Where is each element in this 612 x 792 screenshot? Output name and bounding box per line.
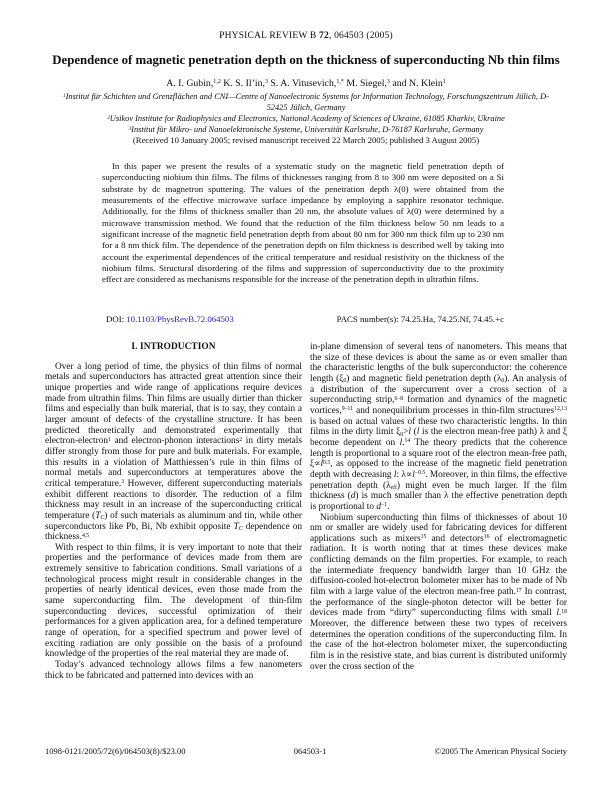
paragraph: With respect to thin films, it is very important to note that their properties and the performance of devices made from them are extremely sensitive to fabrication conditions. Small variations of a technological process might result in considerable changes in the properties of nearly identical devices, even those made from the same superconducting film. The development of thin-film superconducting devices, successful optimization of their performances for a given application area, for a defined temperature range of operation, for a specified spectrum and power level of exciting radiation are only possible on the basis of a profound knowledge of the properties of the real material they are made of. <box>45 542 302 660</box>
journal-header: PHYSICAL REVIEW B 72, 064503 (2005) <box>219 31 393 41</box>
affiliations-block <box>56 91 556 135</box>
left-column <box>45 342 302 681</box>
footer-issn-code: 1098-0121/2005/72(6)/064503(8)/$23.00 <box>45 746 186 756</box>
doi-pacs-row <box>106 314 504 324</box>
paragraph: Over a long period of time, the physics of thin films of normal metals and superconductors has attracted great attention since their unique properties and wide range of applications require devices made from ultrathin films. Thin films are usually dirtier than thicker films and especially than bulk material, that is to say, they contain a larger amount of defects of the crystalline structure. It has been predicted theoretically and demonstrated experimentally that electron-electron$^1$ and electron-phonon interactions$^2$ in dirty metals differ strongly from those for pure and bulk materials. For example, this results in a violation of Matthiessen’s rule in thin films of normal metals and superconductors at temperatures above the critical temperature.$^3$ However, different superconducting materials exhibit different reactions to disorder. The reduction of a film thickness may result in an increase of the superconducting critical temperature $(T_C)$ of such materials as aluminum and tin, while other superconductors like Pb, Bi, Nb exhibit opposite $T_C$ dependence on thickness.$^{4,5}$ <box>45 361 303 543</box>
paragraph: Today’s advanced technology allows films a few nanometers thick to be fabricated and patterned into devices with an <box>45 660 302 681</box>
page-footer <box>45 746 567 756</box>
paragraph: in-plane dimension of several tens of nanometers. This means that the size of these devices is about the same as or even smaller than the characteristic lengths of the bulk superconductor: the coherence length $(\xi_0)$ and magnetic field penetration depth $(\lambda_0)$. An analysis of a distribution of the supercurrent over a cross section of a superconducting strip,$^{6-8}$ formation and dynamics of the magnetic vortices,$^{9-11}$ and nonequilibrium processes in thin-film structures$^{12,13}$ is based on actual values of these two characteristic lengths. In thin films in the dirty limit $\xi_0>l$ (l is the electron mean-free path) λ and ξ become dependent on l.$^{14}$ The theory predicts that the coherence length is proportional to a square root of the electron mean-free path, $\xi\propto l^{0.5}$, as opposed to the increase of the magnetic field penetration depth with decreasing l: $\lambda\propto l^{-0.5}$. Moreover, in thin films, the effective penetration depth $(\lambda_{eff})$ might even be much larger. If the film thickness (d) is much smaller than λ the effective penetration depth is proportional to $d^{-1}$. <box>310 342 567 512</box>
paper-title: Dependence of magnetic penetration depth on the thickness of superconducting Nb thin films <box>52 53 560 67</box>
affiliation: $^2$Usikov Institute for Radiophysics and Electronics, National Academy of Sciences of Ukraine, 61085 Kharkiv, Ukraine <box>107 114 505 123</box>
pacs-numbers: PACS number(s): 74.25.Ha, 74.25.Nf, 74.45.+c <box>336 314 504 324</box>
doi-label: DOI: <box>106 314 127 324</box>
footer-copyright: ©2005 The American Physical Society <box>434 746 567 756</box>
abstract: In this paper we present the results of a systematic study on the magnetic field penetration depth of superconducting niobium thin films. The films of thicknesses ranging from 8 to 300 nm were deposited on a Si substrate by dc magnetron sputtering. The values of the penetration depth λ(0) were obtained from the measurements of the effective microwave surface impedance by employing a sapphire resonator technique. Additionally, for the films of thickness smaller than 20 nm, the absolute values of λ(0) were determined by a microwave transmission method. We found that the reduction of the film thickness below 50 nm leads to a significant increase of the magnetic field penetration depth from about 80 nm for 300 nm thick film up to 230 nm for a 8 nm thick film. The dependence of the penetration depth on film thickness is described well by taking into account the experimental dependences of the critical temperature and residual resistivity on the thickness of the niobium films. Structural disordering of the films and suppression of superconductivity due to the proximity effect are considered as mechanisms responsible for the increase of the penetration depth in ultrathin films. <box>102 161 504 285</box>
footer-page-number: 064503-1 <box>293 746 327 756</box>
author-line: A. I. Gubin,$^{1,2}$ K. S. Il’in,$^3$ S. A. Vitusevich,$^{1,*}$ M. Siegel,$^3$ and N. Klein$^1$ <box>166 78 446 89</box>
doi <box>106 314 234 324</box>
section-heading-introduction: I. INTRODUCTION <box>131 342 216 352</box>
right-column <box>310 342 567 672</box>
doi-link[interactable]: 10.1103/PhysRevB.72.064503 <box>126 314 234 324</box>
affiliation: $^1$Institut für Schichten und Grenzflächen and CNI—Centre of Nanoelectronic Systems for Information Technology, Forschungszentrum Jülich, D-52425 Jülich, Germany <box>63 92 549 112</box>
paragraph: Niobium superconducting thin films of thicknesses of about 10 nm or smaller are widely used for fabricating devices for different applications such as mixers$^{15}$ and detectors$^{16}$ of electromagnetic radiation. It is worth noting that at times these devices make conflicting demands on the film properties. For example, to reach the intermediate frequency bandwidth larger than 10 GHz the diffusion-cooled hot-electron bolometer mixer has to be made of Nb film with a large value of the electron mean-free path.$^{17}$ In contrast, the performance of the single-photon detector will be better for devices made from “dirty” superconducting films with small l.$^{18}$ Moreover, the difference between these two types of receivers determines the operation conditions of the superconducting film. In the case of the hot-electron bolometer mixer, the superconducting film is in the resistive state, and bias current is distributed uniformly over the cross section of the <box>310 512 567 672</box>
received-line: (Received 10 January 2005; revised manuscript received 22 March 2005; published 3 August 2005) <box>132 135 480 145</box>
affiliation: $^3$Institut für Mikro- und Nanoelektronische Systeme, Universität Karlsruhe, D-76187 Karlsruhe, Germany <box>128 125 484 134</box>
